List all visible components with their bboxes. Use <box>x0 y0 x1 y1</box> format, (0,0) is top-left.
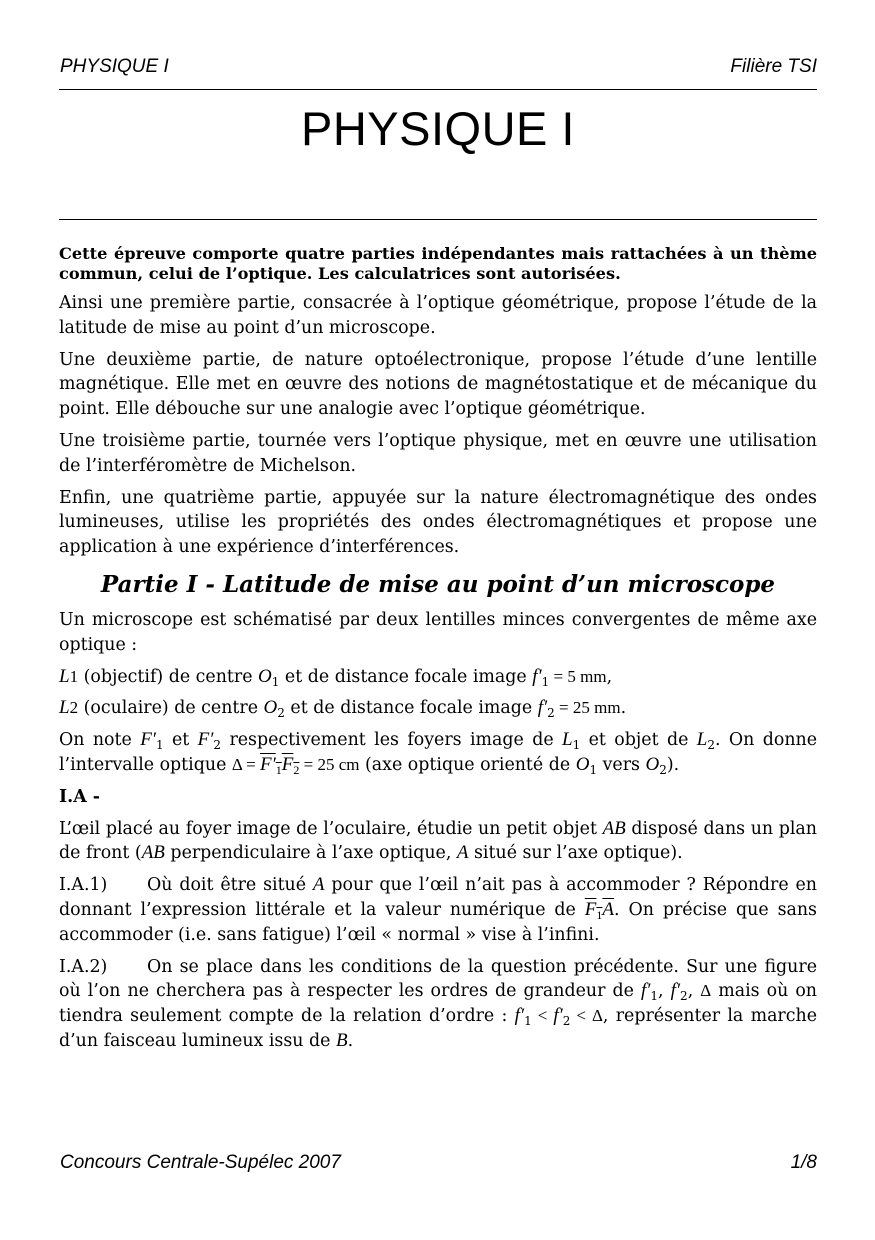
footer-exam-name: Concours Centrale-Supélec 2007 <box>60 1152 341 1173</box>
title-rule <box>59 219 817 220</box>
section-title: Partie I - Latitude de mise au point d’un microscope <box>100 570 776 598</box>
running-header <box>59 56 817 80</box>
ia-paragraph: L’œil placé au foyer image de l’oculaire, étudie un petit objet AB disposé dans un plan de front (AB perpendiculaire à l’axe optique, A situé sur l’axe optique). <box>59 817 817 864</box>
optical-interval-value: 25 cm <box>317 754 360 774</box>
question-number: I.A.1) <box>59 875 108 896</box>
document-body <box>59 244 817 1061</box>
intro-paragraph: Ainsi une première partie, consacrée à l’optique géométrique, propose l’étude de la latitude de mise au point d’un microscope. <box>59 293 817 338</box>
lens-l2-line: L2 (oculaire) de centre $O_2$ et de distance focale image $f'_2 = 25$ mm. <box>59 697 627 721</box>
header-subject: PHYSIQUE I <box>60 56 169 77</box>
header-rule <box>59 89 817 90</box>
page-title: PHYSIQUE I <box>300 102 575 155</box>
focal-value-l1: 5 mm <box>567 666 607 686</box>
intro-paragraph: Une troisième partie, tournée vers l’optique physique, met en œuvre une utilisation de l’interféromètre de Michelson. <box>59 430 817 476</box>
part1-intro: Un microscope est schématisé par deux lentilles minces convergentes de même axe optique : <box>59 609 817 655</box>
intro-paragraph: Une deuxième partie, de nature optoélectronique, propose l’étude d’une lentille magnétique. Elle met en œuvre des notions de magnétostatique et de mécanique du point. Elle débouche sur une analogie avec l’optique géométrique. <box>59 349 817 420</box>
lens-l1-line: L1 (objectif) de centre $O_1$ et de distance focale image $f'_1 = 5$ mm, <box>59 665 613 689</box>
subsection-heading: I.A - <box>59 786 100 807</box>
question-ia1: I.A.1) Où doit être situé A pour que l’œil n’ait pas à accommoder ? Répondre en donnant l’expression littérale et la valeur numérique de $F_1A$. On précise que sans accommoder (i.e. sans fatigue) l’œil « normal » vise à l’infini. <box>59 874 817 945</box>
header-track: Filière TSI <box>730 56 817 77</box>
question-ia2: I.A.2) On se place dans les conditions de la question précédente. Sur une figure où l’on ne cherchera pas à respecter les ordres de grandeur de $f'_1$, $f'_2$, Δ mais où on tiendra seulement compte de la relation d’ordre : $f'_1 < f'_2 < \Delta$, représenter la marche d’un faisceau lumineux issu de B. <box>59 956 818 1051</box>
intro-lead: Cette épreuve comporte quatre parties indépendantes mais rattachées à un thème commun, celui de l’optique. Les calculatrices sont autorisées. <box>59 244 817 283</box>
page <box>59 0 817 1240</box>
page-number: 1/8 <box>790 1152 817 1173</box>
note-paragraph: On note $F'_1$ et $F'_2$ respectivement les foyers image de $L_1$ et objet de $L_2$. On donne l’intervalle optique $\Delta = F'_1F_2 = 25$ cm (axe optique orienté de $O_1$ vers $O_2$). <box>59 729 818 777</box>
question-number: I.A.2) <box>59 956 108 977</box>
intro-paragraph: Enfin, une quatrième partie, appuyée sur la nature électromagnétique des ondes lumineuses, utilise les propriétés des ondes électromagnétiques et propose une application à une expérience d’interférences. <box>59 487 817 558</box>
focal-value-l2: 25 mm <box>572 698 621 718</box>
